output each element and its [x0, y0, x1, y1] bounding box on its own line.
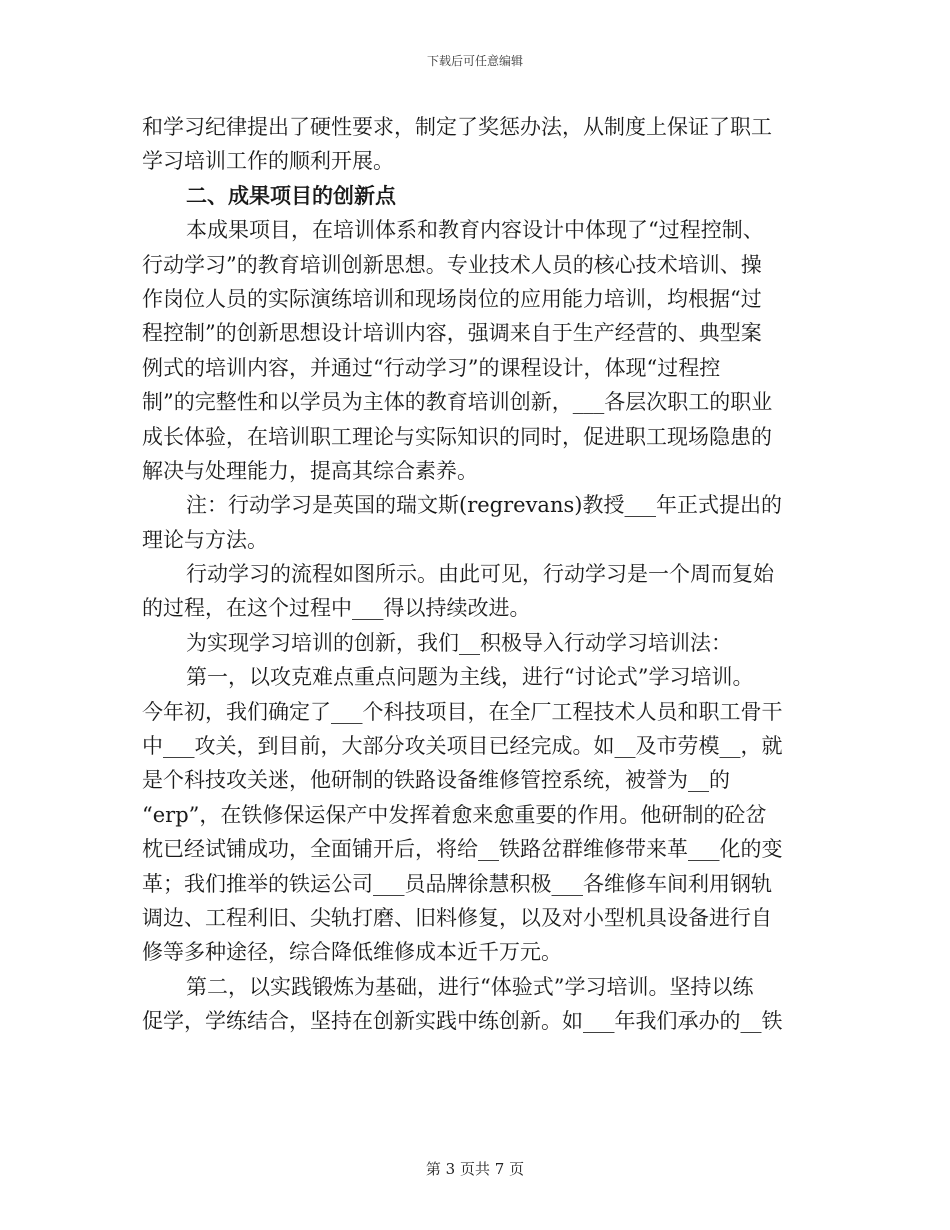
text-line: 今年初，我们确定了___个科技项目，在全厂工程技术人员和职工骨干 — [142, 699, 783, 724]
text-line: 行动学习”的教育培训创新思想。专业技术人员的核心技术培训、操 — [142, 252, 762, 277]
text-line: 枕已经试铺成功，全面铺开后，将给__铁路岔群维修带来革___化的变 — [142, 837, 783, 862]
page-footer: 第 3 页共 7 页 — [425, 1160, 525, 1178]
page-header: 下载后可任意编辑 — [426, 54, 523, 68]
paragraph-start: 为实现学习培训的创新，我们__积极导入行动学习培训法： — [186, 630, 732, 655]
text-line: 理论与方法。 — [142, 527, 268, 552]
paragraph-start: 本成果项目，在培训体系和教育内容设计中体现了“过程控制、 — [186, 218, 764, 243]
text-line: “erp”，在铁修保运保产中发挥着愈来愈重要的作用。他研制的砼岔 — [142, 802, 767, 827]
paragraph-start: 第一，以攻克难点重点问题为主线，进行“讨论式”学习培训。 — [186, 665, 754, 690]
text-line: 和学习纪律提出了硬性要求，制定了奖惩办法，从制度上保证了职工 — [142, 115, 772, 139]
text-line: 是个科技攻关迷，他研制的铁路设备维修管控系统，被誉为__的 — [142, 768, 730, 793]
text-line: 促学，学练结合，坚持在创新实践中练创新。如___年我们承办的__铁 — [142, 1009, 783, 1034]
text-line: 学习培训工作的顺利开展。 — [142, 149, 394, 174]
paragraph-start: 行动学习的流程如图所示。由此可见，行动学习是一个周而复始 — [186, 562, 774, 587]
text-line: 修等多种途径，综合降低维修成本近千万元。 — [142, 940, 562, 965]
text-line: 程控制”的创新思想设计培训内容，强调来自于生产经营的、典型案 — [142, 321, 762, 346]
document-body — [142, 110, 810, 1039]
text-line: 中___攻关，到目前，大部分攻关项目已经完成。如__及市劳模__，就 — [142, 734, 783, 759]
text-line: 解决与处理能力，提高其综合素养。 — [142, 458, 478, 483]
text-line: 作岗位人员的实际演练培训和现场岗位的应用能力培训，均根据“过 — [142, 286, 762, 311]
text-line: 例式的培训内容，并通过“行动学习”的课程设计，体现“过程控 — [142, 355, 721, 380]
text-line: 成长体验，在培训职工理论与实际知识的同时，促进职工现场隐患的 — [142, 424, 772, 449]
paragraph-start: 第二，以实践锻炼为基础，进行“体验式”学习培训。坚持以练 — [186, 974, 754, 999]
section-heading: 二、成果项目的创新点 — [186, 182, 396, 208]
text-line: 调边、工程利旧、尖轨打磨、旧料修复，以及对小型机具设备进行自 — [142, 905, 772, 930]
text-line: 的过程，在这个过程中___得以持续改进。 — [142, 596, 531, 621]
note-paragraph: 注：行动学习是英国的瑞文斯(regrevans)教授___年正式提出的 — [186, 493, 782, 518]
text-line: 制”的完整性和以学员为主体的教育培训创新，___各层次职工的职业 — [142, 390, 773, 415]
text-line: 革；我们推举的铁运公司___员品牌徐慧积极___各维修车间利用钢轨 — [142, 871, 772, 896]
